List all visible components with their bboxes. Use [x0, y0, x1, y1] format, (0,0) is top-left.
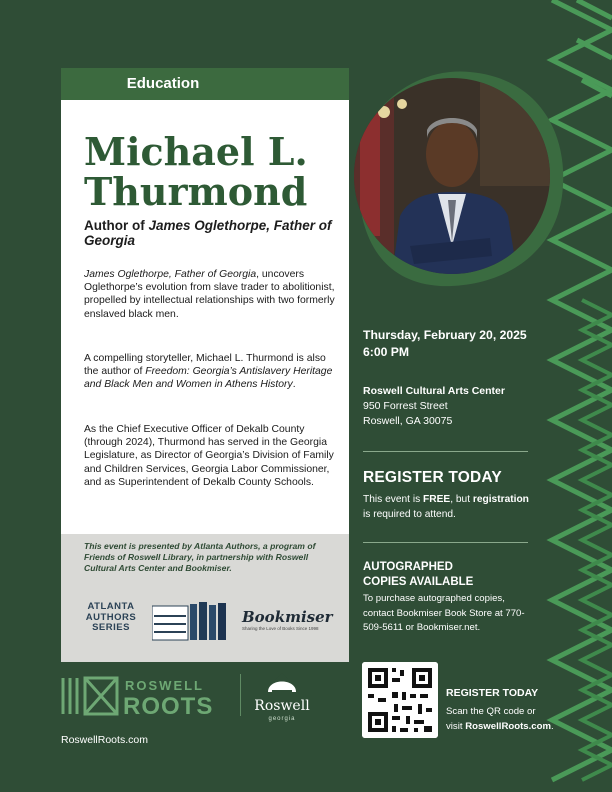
roswell-city-logo-name: Roswell [254, 698, 310, 714]
bookmiser-logo [242, 608, 333, 631]
qr-body [446, 705, 554, 734]
register-free: FREE [423, 494, 451, 505]
qr-line2-prefix: visit [446, 720, 466, 732]
roswell-roots-logo [61, 672, 241, 720]
roots-logo-top: ROSWELL [125, 678, 204, 693]
qr-line2-suffix: . [551, 720, 554, 732]
event-venue [363, 384, 505, 429]
event-time: 6:00 PM [363, 345, 410, 359]
aa-line1: ATLANTA [87, 601, 135, 612]
friends-library-logo [152, 602, 228, 642]
qr-link[interactable]: RoswellRoots.com [465, 720, 552, 732]
bookmiser-tagline: Sharing the Love of Books Since 1998 [242, 626, 319, 631]
author-of-line [84, 218, 334, 248]
category-label: Education [126, 75, 200, 92]
roswell-city-logo [250, 670, 314, 724]
register-text-b: , but [450, 494, 473, 505]
roswell-city-logo-sub: georgia [268, 716, 296, 722]
divider-2 [363, 542, 528, 543]
book-title: James Oglethorpe, Father of Georgia [84, 218, 332, 248]
venue-name: Roswell Cultural Arts Center [363, 385, 505, 397]
p2-end: . [292, 379, 296, 391]
p1-title: James Oglethorpe, Father of Georgia [84, 269, 257, 280]
qr-line2 [446, 720, 554, 735]
description-paragraph-3: As the Chief Executive Officer of Dekalb County (through 2024), Thurmond has served in the Georgia Legislature, as Director of Georgia’s Division of Family and Children Services, Georgia Labor Commissioner, and as Superintendent of Dekalb County Schools. [84, 424, 334, 488]
speaker-name [84, 129, 308, 214]
speaker-first-name: Michael L. [84, 129, 308, 174]
autographed-heading-line2: COPIES AVAILABLE [363, 576, 474, 588]
category-bar [61, 68, 349, 100]
p2-start: A compelling storyteller, Michael L. Thurmond is also the author of [84, 353, 326, 378]
register-body [363, 492, 533, 522]
atlanta-authors-logo [84, 602, 138, 634]
author-prefix: Author of [84, 218, 149, 233]
description-paragraph-2 [84, 352, 342, 392]
register-text-a: This event is [363, 494, 424, 505]
speaker-last-name: Thurmond [84, 169, 308, 214]
aa-line3: SERIES [92, 622, 130, 633]
bookmiser-name: Bookmiser [242, 608, 333, 626]
register-text-c: is required to attend. [363, 509, 456, 520]
logo-divider [240, 674, 241, 716]
event-datetime [363, 327, 527, 361]
event-date: Thursday, February 20, 2025 [363, 328, 527, 342]
p1-rest: , uncovers Oglethorpe’s evolution from slave trader to abolitionist, propelled by intellectual relationships with two formerly enslaved black men. [84, 269, 335, 320]
register-heading: REGISTER TODAY [363, 469, 502, 486]
website-link[interactable]: RoswellRoots.com [61, 734, 148, 746]
autographed-heading-line1: AUTOGRAPHED [363, 561, 453, 573]
autographed-heading [363, 560, 473, 590]
aa-line2: AUTHORS [85, 611, 137, 623]
qr-heading: REGISTER TODAY [446, 687, 539, 699]
register-registration: registration [472, 494, 529, 505]
p2-book: Freedom: Georgia’s Antislavery Heritage and Black Men and Women in Athens History [84, 366, 333, 391]
speaker-photo [330, 66, 568, 290]
divider-1 [363, 451, 528, 452]
venue-city: Roswell, GA 30075 [363, 415, 453, 427]
qr-line1: Scan the QR code or [446, 706, 536, 717]
autographed-body: To purchase autographed copies, contact Bookmiser Book Store at 770-509-5611 or Bookmiser.net. [363, 593, 525, 633]
description-paragraph-1 [84, 268, 342, 321]
roots-logo-bottom: ROOTS [123, 693, 214, 720]
venue-street: 950 Forrest Street [363, 400, 448, 412]
presented-by-text: This event is presented by Atlanta Authors, a program of Friends of Roswell Library, in partnership with Roswell Cultural Arts Center and Bookmiser. [84, 541, 316, 573]
qr-code[interactable] [362, 662, 438, 738]
